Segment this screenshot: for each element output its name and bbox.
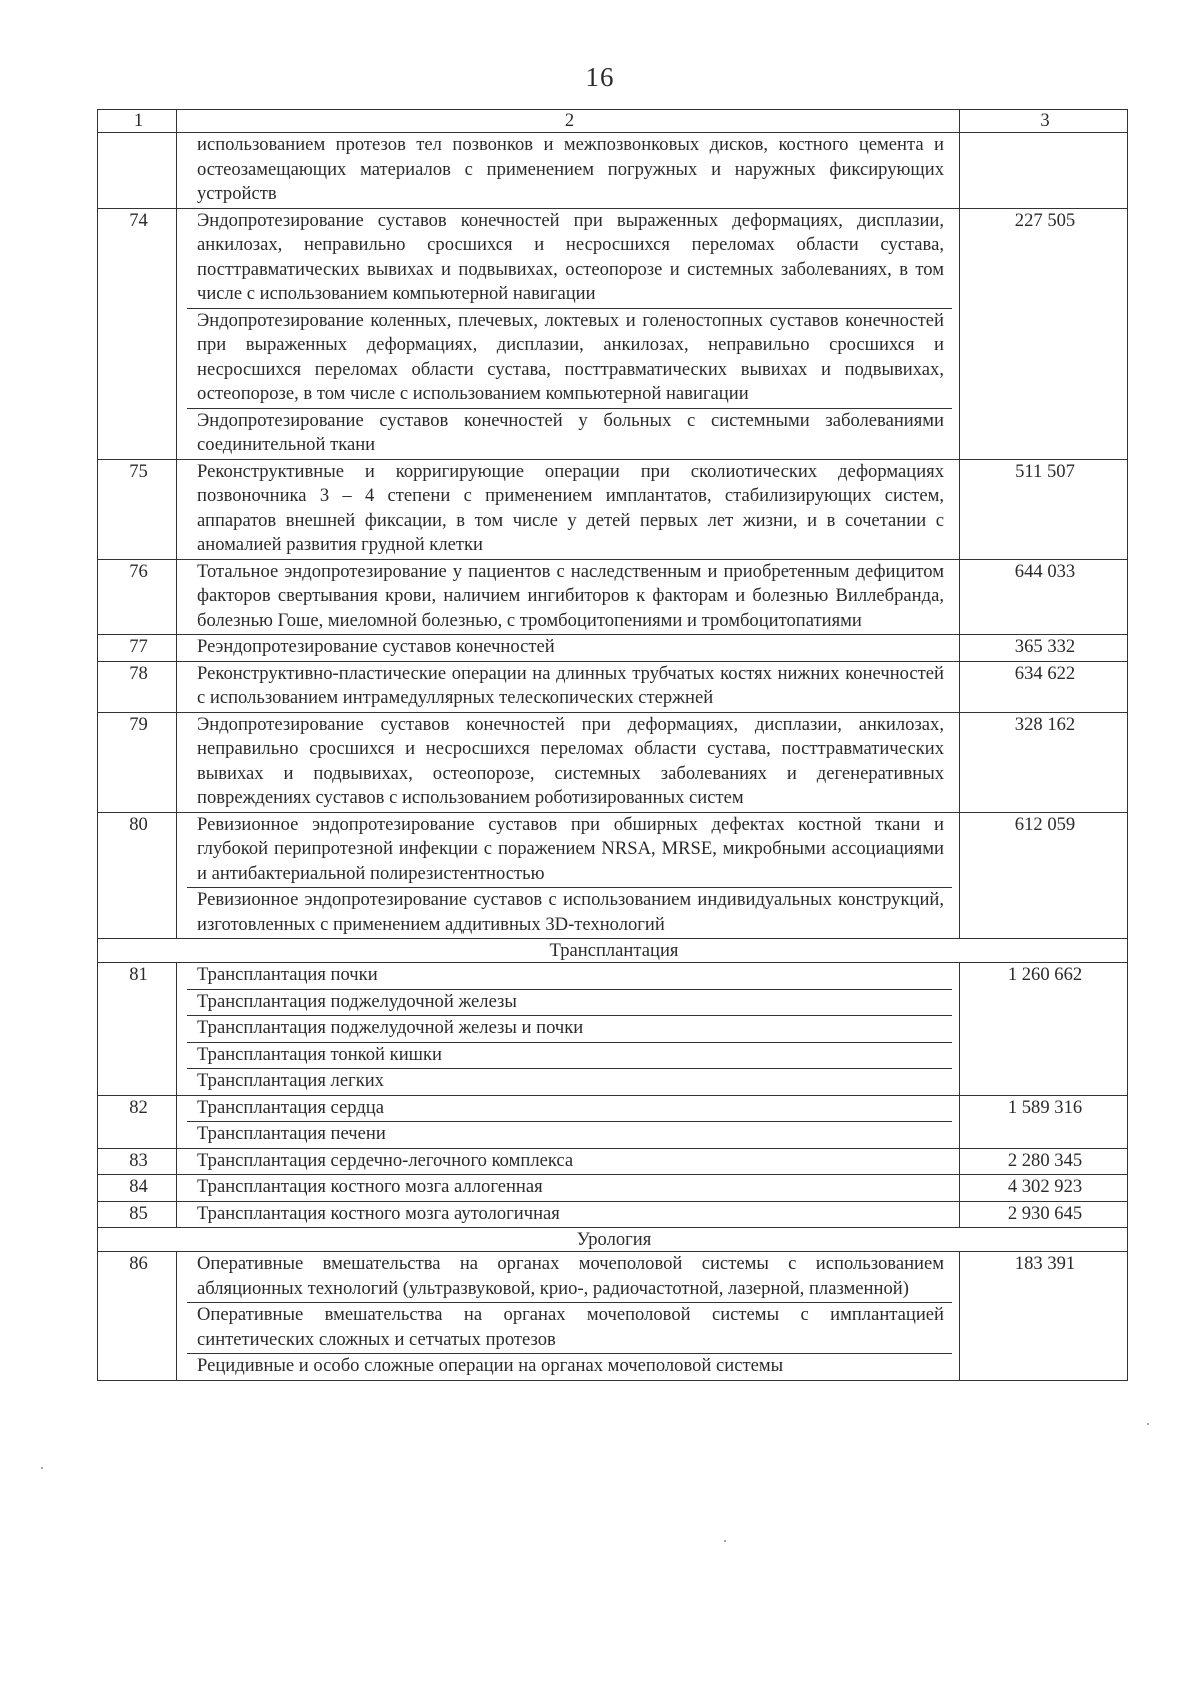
procedure-description: Эндопротезирование суставов конечностей при деформациях, дисплазии, анкилозах, неправильно сросшихся и несросшихся переломах области сустава, посттравматических вывихах и подвывихах, остеопорозе, системных заболеваниях и дегенеративных повреждениях суставов с использованием роботизированных систем (197, 713, 944, 808)
procedure-cell (177, 1175, 960, 1202)
table-row (98, 812, 1128, 939)
header-col-3: 3 (960, 110, 1128, 133)
cost-value: 1 589 316 (960, 1095, 1128, 1148)
table-body (98, 133, 1128, 1381)
procedure-description: Эндопротезирование суставов конечностей у больных с системными заболеваниями соединительной ткани (187, 408, 952, 459)
cost-value: 227 505 (960, 208, 1128, 459)
row-number: 86 (98, 1252, 177, 1381)
procedure-cell (177, 812, 960, 939)
cost-value: 511 507 (960, 459, 1128, 559)
procedure-cell (177, 1148, 960, 1175)
procedure-cell (177, 459, 960, 559)
row-number: 84 (98, 1175, 177, 1202)
row-number: 74 (98, 208, 177, 459)
table-row (98, 963, 1128, 1096)
cost-value: 644 033 (960, 559, 1128, 635)
procedure-cell (177, 208, 960, 459)
header-col-2: 2 (177, 110, 960, 133)
table-row (98, 133, 1128, 209)
table-row (98, 635, 1128, 662)
procedure-description: Трансплантация тонкой кишки (187, 1042, 952, 1069)
tariff-table (97, 109, 1128, 1381)
procedure-description: Рецидивные и особо сложные операции на органах мочеполовой системы (187, 1353, 952, 1380)
procedure-description: Трансплантация костного мозга аллогенная (197, 1176, 543, 1197)
procedure-description: Трансплантация сердца (197, 1096, 384, 1118)
procedure-description: Трансплантация легких (187, 1068, 952, 1095)
page-number: 16 (585, 62, 615, 92)
cost-value: 365 332 (960, 635, 1128, 662)
procedure-description: Оперативные вмешательства на органах мочеполовой системы с имплантацией синтетических сложных и сетчатых протезов (187, 1302, 952, 1353)
header-col-1: 1 (98, 110, 177, 133)
cost-value: 1 260 662 (960, 963, 1128, 1096)
procedure-cell (177, 963, 960, 1096)
procedure-cell (177, 1252, 960, 1381)
cost-value: 2 280 345 (960, 1148, 1128, 1175)
procedure-description: Реконструктивно-пластические операции на длинных трубчатых костях нижних конечностей с использованием интрамедуллярных телескопических стержней (197, 662, 944, 708)
table-row (98, 1175, 1128, 1202)
procedure-cell (177, 559, 960, 635)
procedure-cell (177, 1095, 960, 1148)
procedure-cell (177, 635, 960, 662)
procedure-description: Трансплантация сердечно-легочного комплекса (197, 1149, 574, 1171)
procedure-description: Эндопротезирование коленных, плечевых, локтевых и голеностопных суставов конечностей при выраженных деформациях, дисплазии, анкилозах, неправильно сросшихся и несросшихся переломах области сустава, посттравматических вывихах и подвывихах, остеопорозе, в том числе с использованием компьютерной навигации (187, 308, 952, 408)
table-row (98, 1148, 1128, 1175)
table-row (98, 661, 1128, 712)
row-number: 80 (98, 812, 177, 939)
row-number: 82 (98, 1095, 177, 1148)
procedure-description: Ревизионное эндопротезирование суставов при обширных дефектах костной ткани и глубокой перипротезной инфекции с поражением NRSA, MRSE, микробными ассоциациями и антибактериальной полирезистентностью (197, 813, 944, 884)
row-number: 83 (98, 1148, 177, 1175)
table-row (98, 559, 1128, 635)
procedure-description: Трансплантация поджелудочной железы и почки (187, 1015, 952, 1042)
section-title: Урология (98, 1228, 1128, 1252)
row-number (98, 133, 177, 209)
cost-value: 2 930 645 (960, 1201, 1128, 1228)
procedure-description: Реконструктивные и корригирующие операции при сколиотических деформациях позвоночника 3 – 4 степени с применением имплантатов, стабилизирующих систем, аппаратов внешней фиксации, в том числе у детей первых лет жизни, и в сочетании с аномалией развития грудной клетки (197, 460, 944, 555)
table-row (98, 712, 1128, 812)
cost-value: 328 162 (960, 712, 1128, 812)
table-row (98, 459, 1128, 559)
cost-value: 612 059 (960, 812, 1128, 939)
table-row (98, 1095, 1128, 1148)
section-row (98, 1228, 1128, 1252)
table-row (98, 208, 1128, 459)
cost-value: 634 622 (960, 661, 1128, 712)
cost-value: 4 302 923 (960, 1175, 1128, 1202)
table-header-row (98, 110, 1128, 133)
row-number: 78 (98, 661, 177, 712)
cost-value (960, 133, 1128, 209)
procedure-cell (177, 661, 960, 712)
row-number: 75 (98, 459, 177, 559)
procedure-description: Трансплантация почки (197, 964, 378, 985)
procedure-description: Оперативные вмешательства на органах мочеполовой системы с использованием абляционных технологий (ультразвуковой, крио-, радиочастотной, лазерной, плазменной) (197, 1253, 944, 1299)
section-row (98, 939, 1128, 963)
row-number: 76 (98, 559, 177, 635)
scan-speck (1147, 1423, 1149, 1425)
procedure-description: использованием протезов тел позвонков и межпозвонковых дисков, костного цемента и остеозамещающих материалов с применением погружных и наружных фиксирующих устройств (197, 134, 944, 204)
procedure-description: Трансплантация поджелудочной железы (187, 989, 952, 1016)
row-number: 77 (98, 635, 177, 662)
scan-speck (41, 1467, 43, 1469)
section-title: Трансплантация (98, 939, 1128, 963)
procedure-description: Трансплантация печени (187, 1121, 952, 1148)
procedure-description: Трансплантация костного мозга аутологичная (197, 1202, 560, 1224)
procedure-description: Эндопротезирование суставов конечностей при выраженных деформациях, дисплазии, анкилозах, неправильно сросшихся и несросшихся переломах области сустава, посттравматических вывихах и подвывихах, остеопорозе и системных заболеваниях, в том числе с использованием компьютерной навигации (197, 209, 944, 304)
table-row (98, 1252, 1128, 1381)
procedure-cell (177, 133, 960, 209)
procedure-description: Тотальное эндопротезирование у пациентов с наследственным и приобретенным дефицитом факторов свертывания крови, наличием ингибиторов к факторам и болезнью Виллебранда, болезнью Гоше, миеломной болезнью, с тромбоцитопениями и тромбоцитопатиями (197, 560, 944, 631)
procedure-description: Реэндопротезирование суставов конечностей (197, 636, 555, 657)
row-number: 85 (98, 1201, 177, 1228)
scan-speck (724, 1540, 726, 1542)
procedure-cell (177, 1201, 960, 1228)
cost-value: 183 391 (960, 1252, 1128, 1381)
row-number: 81 (98, 963, 177, 1096)
table-row (98, 1201, 1128, 1228)
procedure-description: Ревизионное эндопротезирование суставов с использованием индивидуальных конструкций, изготовленных с применением аддитивных 3D-технологий (187, 887, 952, 938)
procedure-cell (177, 712, 960, 812)
row-number: 79 (98, 712, 177, 812)
